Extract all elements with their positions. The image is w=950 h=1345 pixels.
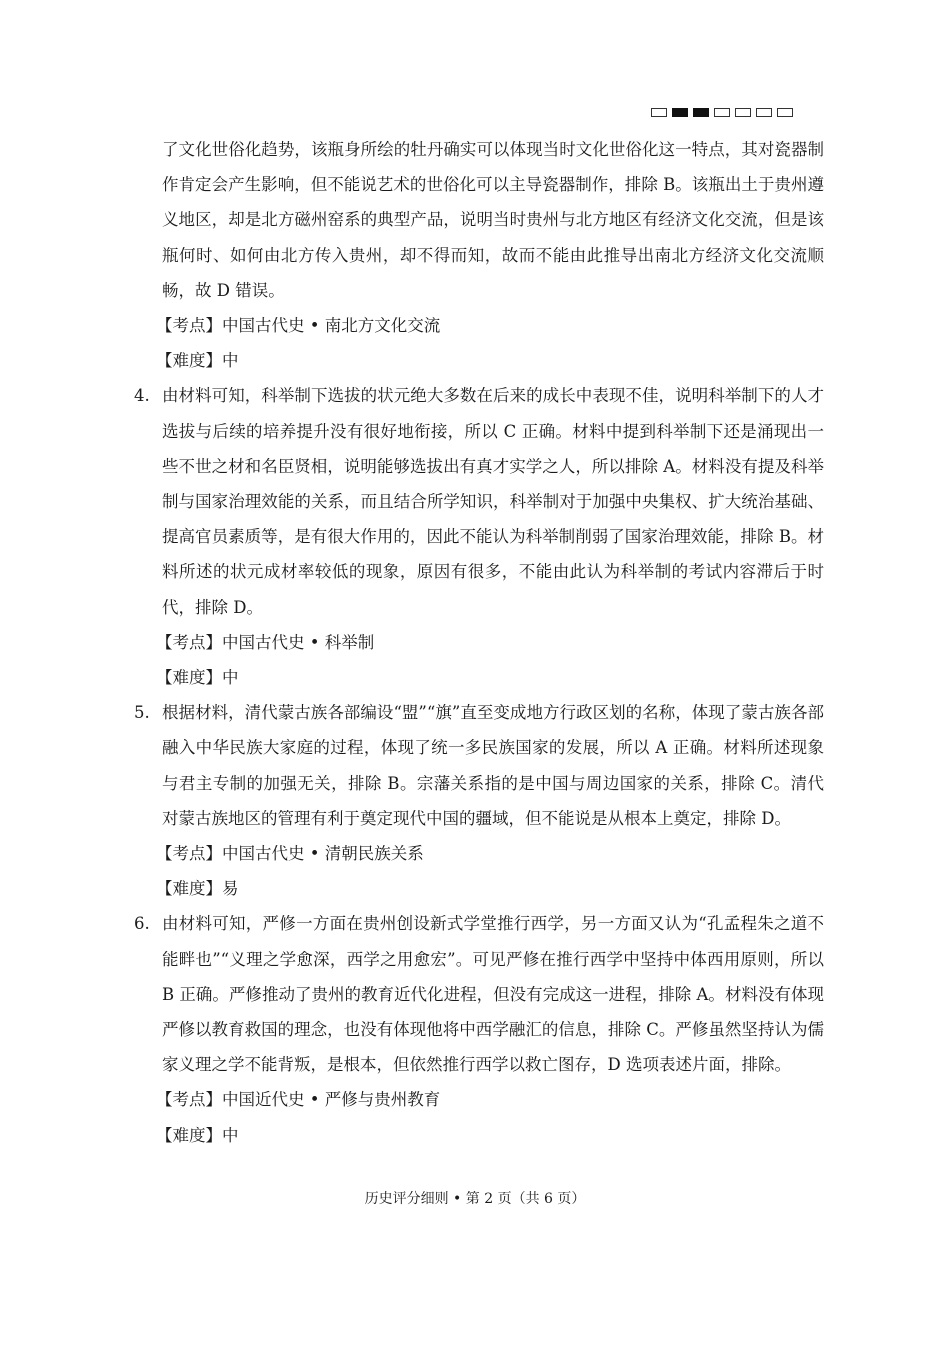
nandu-label: 【难度】中 bbox=[156, 668, 239, 688]
answer-item-5 bbox=[134, 695, 824, 836]
continued-paragraph: 了文化世俗化趋势，该瓶身所绘的牡丹确实可以体现当时文化世俗化这一特点，其对瓷器制作肯定会产生影响，但不能说艺术的世俗化可以主导瓷器制作，排除 B。该瓶出土于贵州遵义地区，却是北方磁州窑系的典型产品，说明当时贵州与北方地区有经济文化交流，但是该瓶何时、如何由北方传入贵州，却不得而知，故而不能由此推导出南北方经济文化交流顺畅，故 D 错误。 bbox=[162, 140, 824, 300]
kaodian-label: 【考点】中国古代史 • 清朝民族关系 bbox=[156, 844, 424, 864]
page-indicator bbox=[651, 108, 793, 117]
nandu-label: 【难度】易 bbox=[156, 879, 239, 899]
page-box-4 bbox=[714, 108, 730, 117]
item-number: 6. bbox=[134, 914, 150, 934]
page-box-1 bbox=[651, 108, 667, 117]
item-text: 由材料可知，科举制下选拔的状元绝大多数在后来的成长中表现不佳，说明科举制下的人才选拔与后续的培养提升没有很好地衔接，所以 C 正确。材料中提到科举制下还是涌现出一些不世之材和名臣贤相，说明能够选拔出有真才实学之人，所以排除 A。材料没有提及科举制与国家治理效能的关系，而且结合所学知识，科举制对于加强中央集权、扩大统治基础、提高官员素质等，是有很大作用的，因此不能认为科举制削弱了国家治理效能，排除 B。材料所述的状元成材率较低的现象，原因有很多，不能由此认为科举制的考试内容滞后于时代，排除 D。 bbox=[162, 386, 824, 617]
answer-item-4 bbox=[134, 378, 824, 624]
page-box-5 bbox=[735, 108, 751, 117]
page-box-2 bbox=[672, 108, 688, 117]
page-footer: 历史评分细则 • 第 2 页（共 6 页） bbox=[364, 1191, 586, 1207]
nandu-label: 【难度】中 bbox=[156, 351, 239, 371]
page-box-7 bbox=[777, 108, 793, 117]
item-text: 由材料可知，严修一方面在贵州创设新式学堂推行西学，另一方面又认为“孔孟程朱之道不能畔也”“义理之学愈深，西学之用愈宏”。可见严修在推行西学中坚持中体西用原则，所以 B 正确。严修推动了贵州的教育近代化进程，但没有完成这一进程，排除 A。材料没有体现严修以教育救国的理念，也没有体现他将中西学融汇的信息，排除 C。严修虽然坚持认为儒家义理之学不能背叛，是根本，但依然推行西学以救亡图存，D 选项表述片面，排除。 bbox=[162, 914, 824, 1075]
kaodian-label: 【考点】中国近代史 • 严修与贵州教育 bbox=[156, 1090, 441, 1110]
nandu-label: 【难度】中 bbox=[156, 1125, 239, 1145]
document-body bbox=[134, 132, 824, 1153]
kaodian-label: 【考点】中国古代史 • 科举制 bbox=[156, 632, 375, 652]
page-box-6 bbox=[756, 108, 772, 117]
page-box-3 bbox=[693, 108, 709, 117]
answer-item-6 bbox=[134, 906, 824, 1082]
item-number: 4. bbox=[134, 386, 150, 406]
item-number: 5. bbox=[134, 703, 150, 723]
item-text: 根据材料，清代蒙古族各部编设“盟”“旗”直至变成地方行政区划的名称，体现了蒙古族各部融入中华民族大家庭的过程，体现了统一多民族国家的发展，所以 A 正确。材料所述现象与君主专制的加强无关，排除 B。宗藩关系指的是中国与周边国家的关系，排除 C。清代对蒙古族地区的管理有利于奠定现代中国的疆域，但不能说是从根本上奠定，排除 D。 bbox=[162, 703, 824, 828]
kaodian-label: 【考点】中国古代史 • 南北方文化交流 bbox=[156, 316, 441, 336]
